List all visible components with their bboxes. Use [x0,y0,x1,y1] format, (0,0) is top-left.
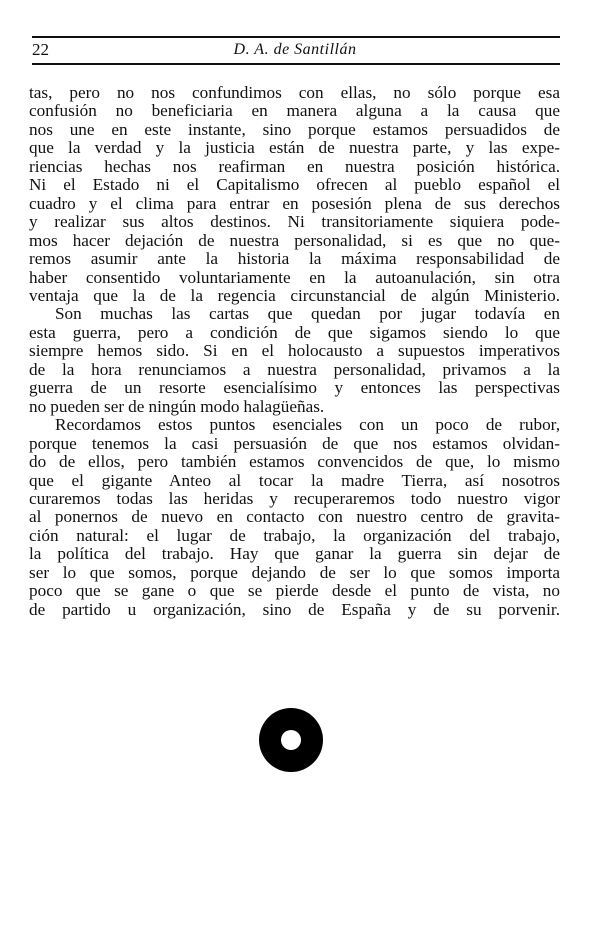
text-line: curaremos todas las heridas y recuperaremos todo nuestro vigor [29,488,560,508]
header-rule-bottom [32,63,560,65]
paragraph-last-line: de partido u organización, sino de España y de su porvenir. [29,599,560,619]
ring-ornament-icon [258,707,324,773]
paragraph-last-line: no pueden ser de ningún modo halagüeñas. [29,396,325,416]
text-line: confusión no beneficiaria en manera alguna a la causa que [29,101,560,121]
running-head: D. A. de Santillán [233,41,357,58]
text-line: que la verdad y la justicia están de nuestra parte, y las expe- [29,138,560,158]
text-line: ser lo que somos, porque dejando de ser lo que somos importa [29,562,560,582]
text-line: al ponernos de nuevo en contacto con nuestro centro de gravita- [29,507,560,527]
text-line: ventaja que la de la regencia circunstancial de algún Ministerio. [29,285,560,305]
text-line: remos asumir ante la historia la máxima responsabilidad de [29,249,560,269]
text-line: cuadro y el clima para entrar en posesión plena de sus derechos [29,193,560,213]
text-line: y realizar sus altos destinos. Ni transitoriamente siquiera pode- [29,212,560,232]
header-rule-top [32,36,560,38]
text-line: mos hacer dejación de nuestra personalidad, si es que no que- [29,230,560,250]
text-line: Ni el Estado ni el Capitalismo ofrecen al pueblo español el [29,175,560,195]
text-line: poco que se gane o que se pierde desde el punto de vista, no [29,581,560,601]
text-line: do de ellos, pero también estamos convencidos de que, lo mismo [29,452,560,472]
text-line: nos une en este instante, sino porque estamos persuadidos de [29,119,560,139]
body-text [29,84,560,619]
text-line: la política del trabajo. Hay que ganar la guerra sin dejar de [29,544,560,564]
paragraph-first-line: Recordamos estos puntos esenciales con un poco de rubor, [55,415,560,435]
text-line: haber consentido voluntariamente en la autoanulación, sin otra [29,267,560,287]
text-line: guerra de un resorte esencialísimo y entonces las perspectivas [29,378,560,398]
ornament-inner-hole [281,730,301,750]
text-line: porque tenemos la casi persuasión de que nos estamos olvidan- [29,433,560,453]
text-line: ción natural: el lugar de trabajo, la organización del trabajo, [29,525,560,545]
paragraph-first-line: Son muchas las cartas que quedan por jugar todavía en [55,304,560,324]
text-line: riencias hechas nos reafirman en nuestra posición histórica. [29,156,560,176]
page-number: 22 [32,40,49,59]
text-line: esta guerra, pero a condición de que sigamos siendo lo que [29,322,560,342]
text-line: siempre hemos sido. Si en el holocausto a supuestos imperativos [29,341,560,361]
text-line: tas, pero no nos confundimos con ellas, no sólo porque esa [29,83,560,102]
text-line: de la hora renunciamos a nuestra personalidad, privamos a la [29,359,560,379]
text-line: que el gigante Anteo al tocar la madre Tierra, así nosotros [29,470,560,490]
